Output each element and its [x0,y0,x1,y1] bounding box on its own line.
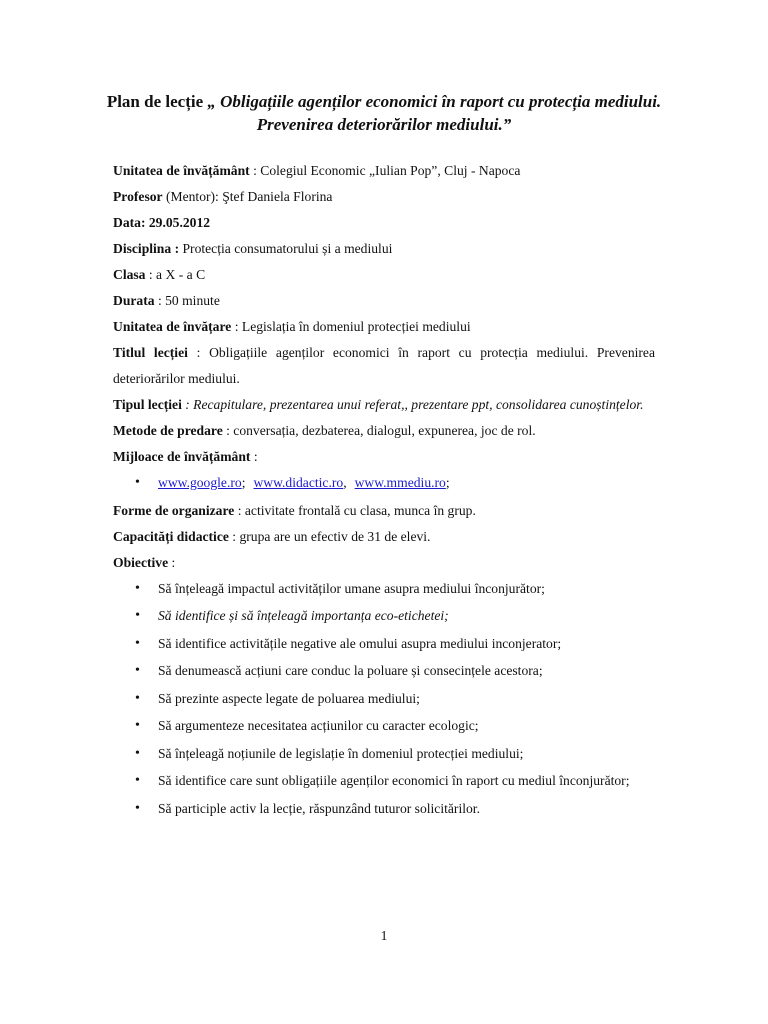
field-durata: Durata : 50 minute [113,293,220,308]
list-item: • Să argumenteze necesitatea acțiunilor cu caracter ecologic; [113,713,655,739]
field-tipul: Tipul lecției : Recapitulare, prezentarea unui referat,, prezentare ppt, consolidarea cunoștințelor. [113,397,644,412]
link-google[interactable]: www.google.ro [158,475,242,490]
page-title [100,90,668,136]
field-mijloace: Mijloace de învățământ : [113,449,258,464]
list-item: • Să identifice și să înțeleagă importanța eco-etichetei; [113,603,655,629]
field-obiective: Obiective : [113,554,176,570]
field-disciplina: Disciplina : Protecția consumatorului și a mediului [113,241,393,256]
field-unitatea-invatare: Unitatea de învățare : Legislația în domeniul protecției mediului [113,319,471,334]
field-clasa: Clasa : a X - a C [113,267,206,282]
list-item: • Să prezinte aspecte legate de poluarea mediului; [113,686,655,712]
list-item: • Să identifice care sunt obligațiile agenților economici în raport cu mediul înconjurător; [113,768,655,794]
field-metode: Metode de predare : conversația, dezbaterea, dialogul, expunerea, joc de rol. [113,423,536,438]
lesson-fields [113,158,655,823]
link-didactic[interactable]: www.didactic.ro [253,475,344,490]
field-capacitati: Capacități didactice : grupa are un efectiv de 31 de elevi. [113,528,431,544]
field-profesor: Profesor (Mentor): Ştef Daniela Florina [113,189,333,204]
field-data: Data: 29.05.2012 [113,215,211,230]
field-unitatea-invatamant: Unitatea de învățământ : Colegiul Economic „Iulian Pop”, Cluj - Napoca [113,163,521,178]
field-forme: Forme de organizare : activitate frontală cu clasa, munca în grup. [113,502,476,518]
objectives-list [113,576,655,822]
list-item: • Să înțeleagă noțiunile de legislație în domeniul protecției mediului; [113,741,655,767]
link-mmediu[interactable]: www.mmediu.ro [354,475,446,490]
list-item: • Să înțeleagă impactul activităților umane asupra mediului înconjurător; [113,576,655,602]
resource-links [113,470,655,496]
list-item: • Să identifice activitățile negative ale omului asupra mediului inconjerator; [113,631,655,657]
title-prefix: Plan de lecție [106,92,208,111]
title-italic: „ Obligațiile agenților economici în raport cu protecția mediului. Prevenirea deteriorărilor mediului.” [207,92,662,134]
list-item: • Să denumească acțiuni care conduc la poluare și consecințele acestora; [113,658,655,684]
list-item: • www.google.ro; www.didactic.ro, www.mmediu.ro; [113,470,655,496]
field-titlul: Titlul lecției : Obligațiile agenților economici în raport cu protecția mediului. Prevenirea deteriorărilor mediului. [113,345,655,386]
list-item: • Să participle activ la lecție, răspunzând tuturor solicitărilor. [113,796,655,822]
page-number: 1 [380,928,388,943]
